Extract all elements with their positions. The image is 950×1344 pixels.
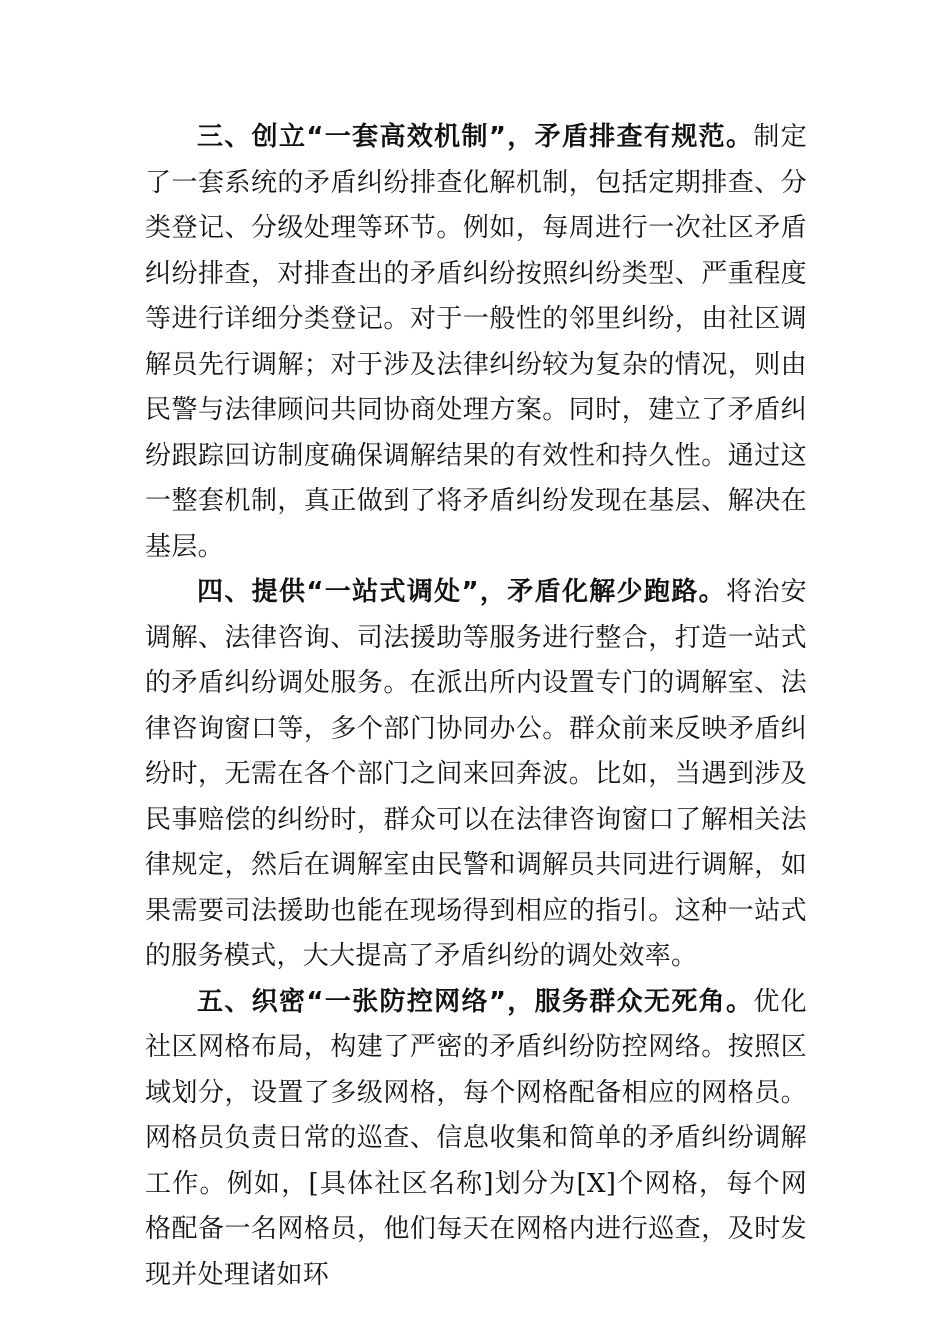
section-3-body: 制定了一套系统的矛盾纠纷排查化解机制，包括定期排查、分类登记、分级处理等环节。例如，每周进行一次社区矛盾纠纷排查，对排查出的矛盾纠纷按照纠纷类型、严重程度等进行详细分类登记。对于一般性的邻里纠纷，由社区调解员先行调解；对于涉及法律纠纷较为复杂的情况，则由民警与法律顾问共同协商处理方案。同时，建立了矛盾纠纷跟踪回访制度确保调解结果的有效性和持久性。通过这一整套机制，真正做到了将矛盾纠纷发现在基层、解决在基层。 [145, 122, 807, 562]
paragraph-section-5 [145, 980, 807, 1299]
paragraph-section-4 [145, 570, 807, 980]
document-page [145, 115, 807, 1298]
section-3-heading: 三、创立“一套高效机制”，矛盾排查有规范。 [197, 122, 754, 152]
paragraph-section-3 [145, 115, 807, 570]
section-5-body: 优化社区网格布局，构建了严密的矛盾纠纷防控网络。按照区域划分，设置了多级网格，每个网格配备相应的网格员。网格员负责日常的巡查、信息收集和简单的矛盾纠纷调解工作。例如，[具体社区名称]划分为[X]个网格，每个网格配备一名网格员，他们每天在网格内进行巡查，及时发现并处理诸如环 [145, 986, 807, 1290]
section-4-body: 将治安调解、法律咨询、司法援助等服务进行整合，打造一站式的矛盾纠纷调处服务。在派出所内设置专门的调解室、法律咨询窗口等，多个部门协同办公。群众前来反映矛盾纠纷时，无需在各个部门之间来回奔波。比如，当遇到涉及民事赔偿的纠纷时，群众可以在法律咨询窗口了解相关法律规定，然后在调解室由民警和调解员共同进行调解，如果需要司法援助也能在现场得到相应的指引。这种一站式的服务模式，大大提高了矛盾纠纷的调处效率。 [145, 577, 807, 971]
section-4-heading: 四、提供“一站式调处”，矛盾化解少跑路。 [197, 577, 726, 607]
section-5-heading: 五、织密“一张防控网络”，服务群众无死角。 [197, 986, 754, 1017]
